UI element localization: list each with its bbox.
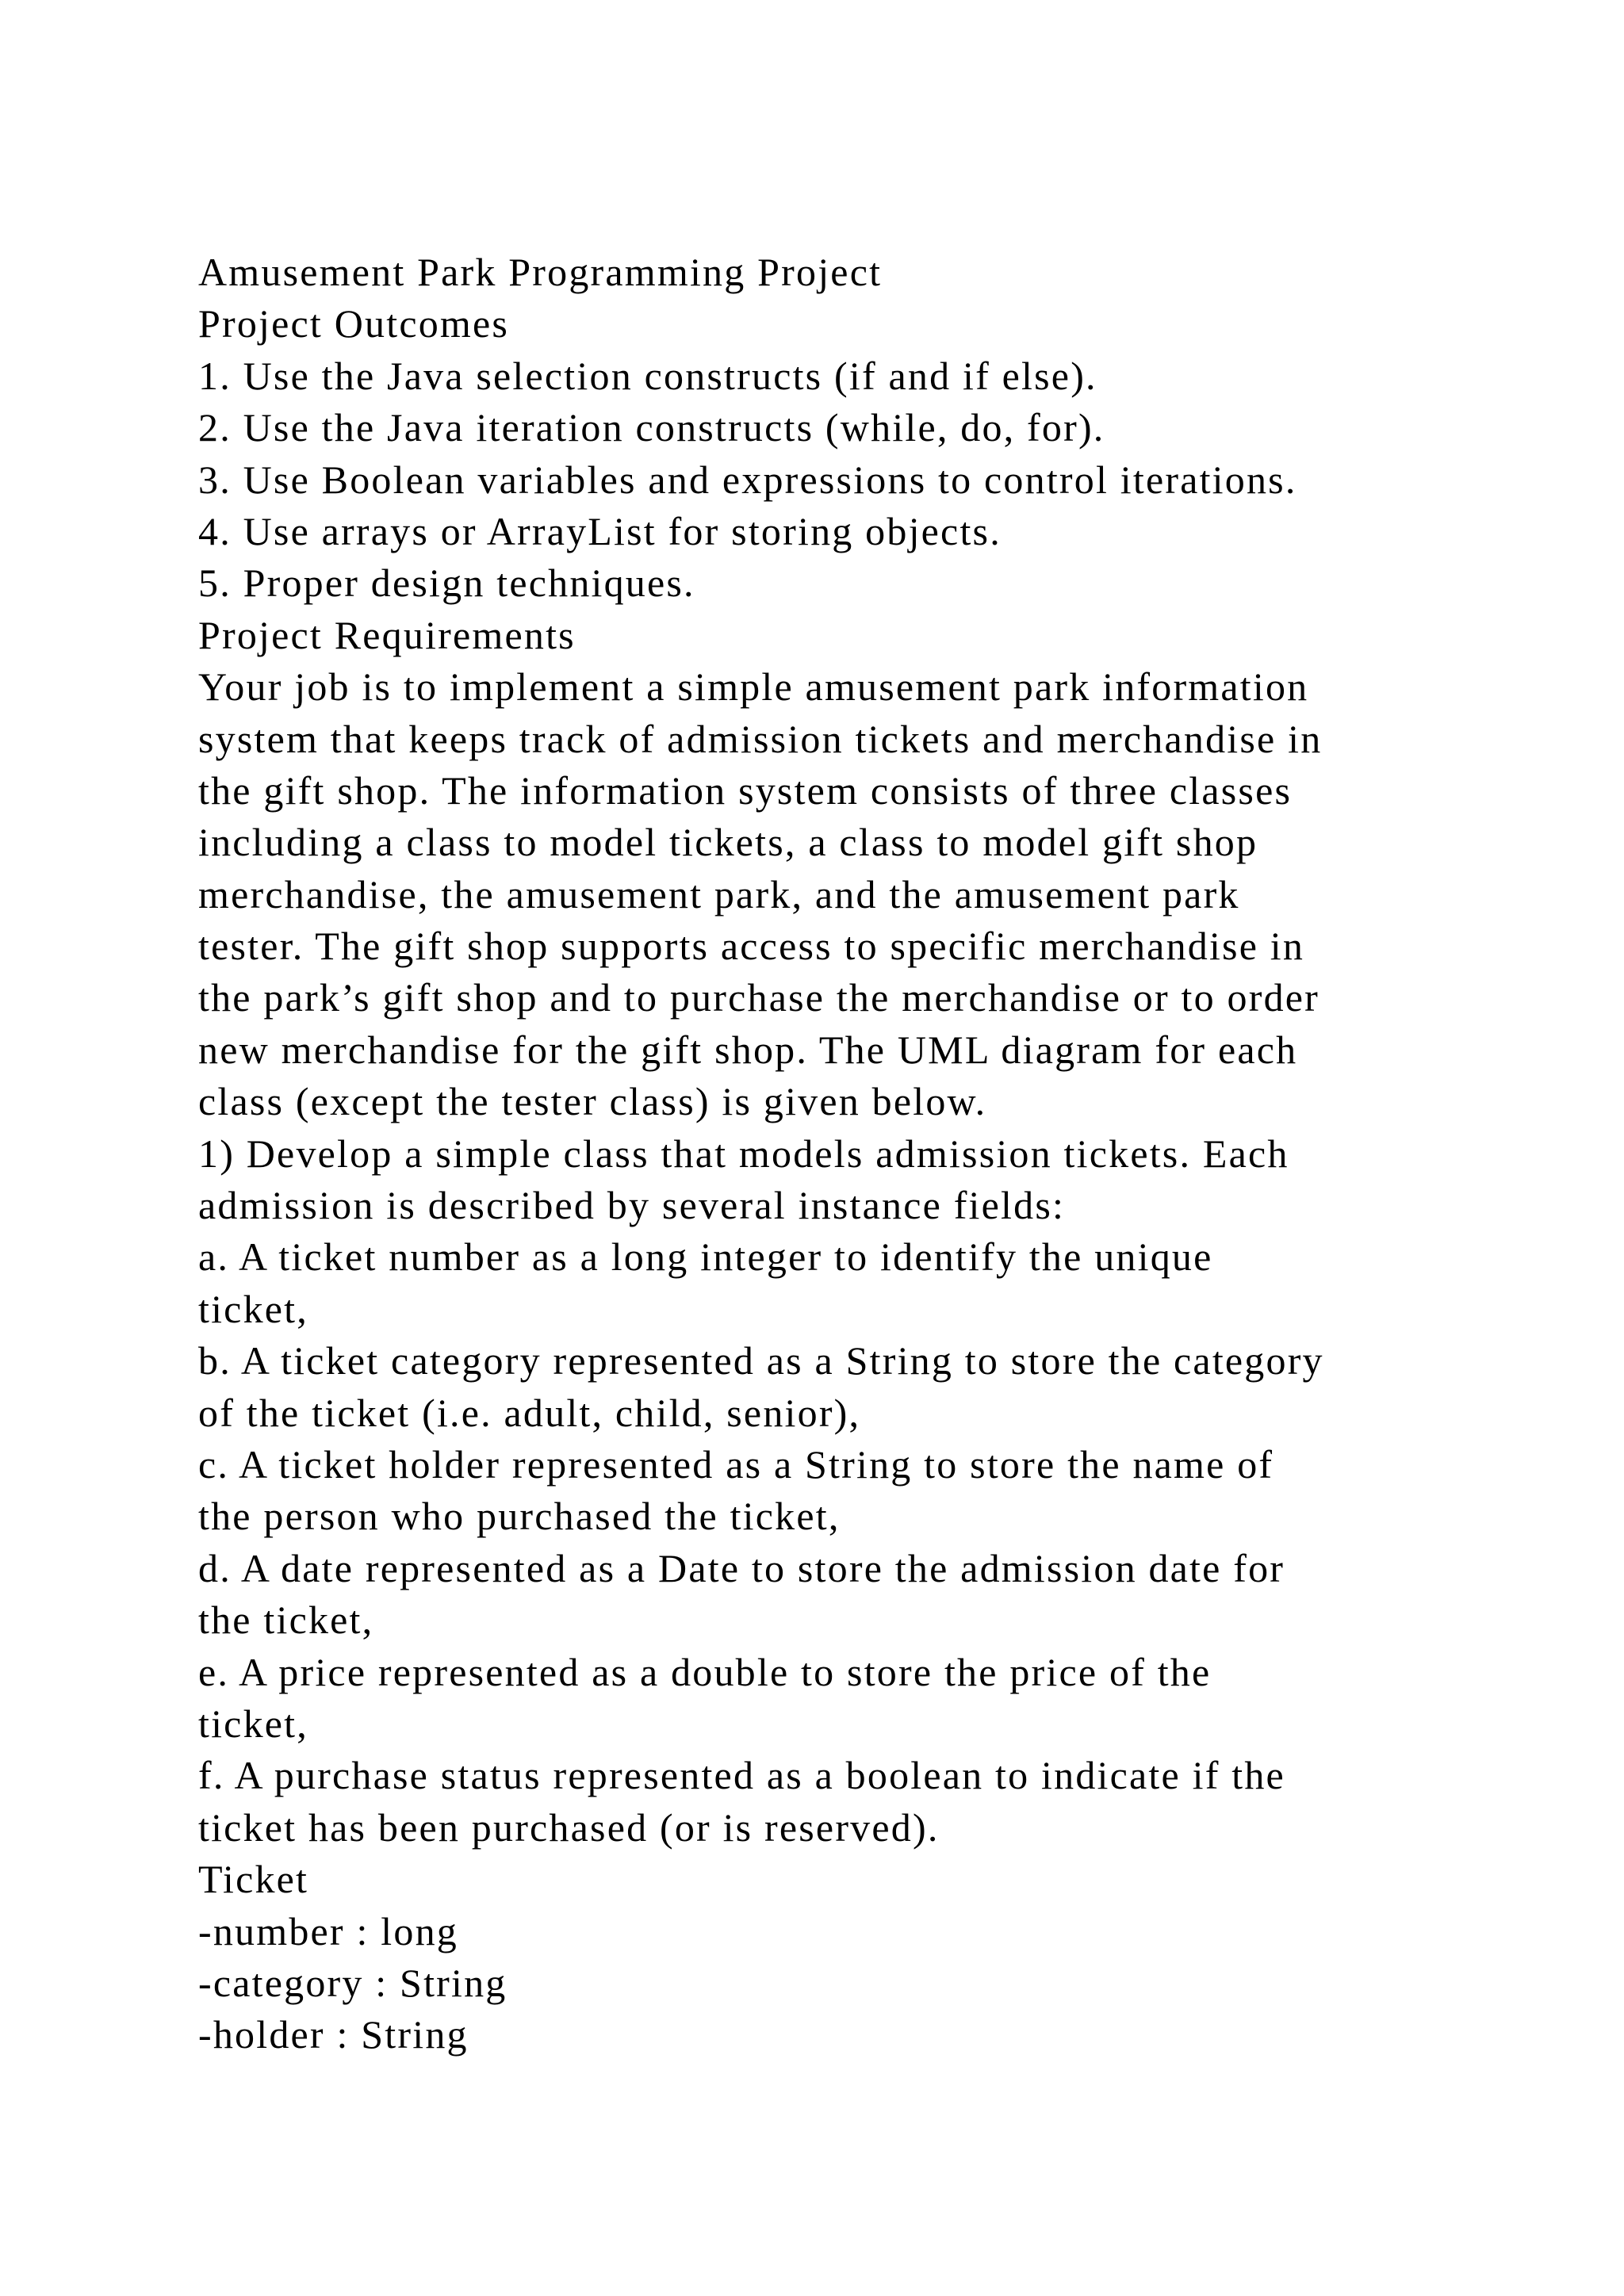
paragraph-line: the gift shop. The information system consists of three classes	[198, 767, 1293, 813]
field-item-a: ticket,	[198, 1286, 308, 1331]
section-heading-outcomes: Project Outcomes	[198, 301, 510, 346]
outcome-item-3: 3. Use Boolean variables and expressions to control iterations.	[198, 457, 1297, 502]
requirement-step-1: 1) Develop a simple class that models admission tickets. Each	[198, 1131, 1289, 1176]
field-item-d: d. A date represented as a Date to store the admission date for	[198, 1545, 1285, 1590]
uml-attribute: -category : String	[198, 1960, 508, 2005]
field-item-f: f. A purchase status represented as a boolean to indicate if the	[198, 1753, 1285, 1798]
paragraph-line: including a class to model tickets, a class to model gift shop	[198, 820, 1258, 865]
field-item-b: b. A ticket category represented as a String to store the category	[198, 1338, 1324, 1383]
paragraph-line: the park’s gift shop and to purchase the merchandise or to order	[198, 975, 1320, 1020]
paragraph-line: tester. The gift shop supports access to specific merchandise in	[198, 924, 1305, 969]
field-item-c: c. A ticket holder represented as a String to store the name of	[198, 1441, 1274, 1487]
document-title: Amusement Park Programming Project	[198, 250, 883, 294]
field-item-c: the person who purchased the ticket,	[198, 1494, 841, 1539]
field-item-a: a. A ticket number as a long integer to identify the unique	[198, 1234, 1213, 1280]
field-item-e: e. A price represented as a double to store the price of the	[198, 1649, 1212, 1694]
outcome-item-4: 4. Use arrays or ArrayList for storing objects.	[198, 508, 1002, 553]
field-item-f: ticket has been purchased (or is reserved).	[198, 1804, 940, 1850]
field-item-b: of the ticket (i.e. adult, child, senior),	[198, 1390, 861, 1435]
paragraph-line: Your job is to implement a simple amusement park information	[198, 664, 1309, 710]
uml-attribute: -holder : String	[198, 2012, 469, 2057]
outcome-item-1: 1. Use the Java selection constructs (if and if else).	[198, 353, 1097, 398]
outcome-item-5: 5. Proper design techniques.	[198, 561, 695, 606]
requirement-step-1: admission is described by several instance fields:	[198, 1183, 1066, 1228]
uml-attribute: -number : long	[198, 1908, 458, 1954]
uml-class-name: Ticket	[198, 1857, 309, 1902]
field-item-d: the ticket,	[198, 1598, 374, 1643]
document-body	[198, 247, 1546, 2061]
field-item-e: ticket,	[198, 1701, 308, 1746]
paragraph-line: merchandise, the amusement park, and the amusement park	[198, 871, 1240, 916]
outcome-item-2: 2. Use the Java iteration constructs (while, do, for).	[198, 405, 1105, 450]
section-heading-requirements: Project Requirements	[198, 612, 576, 657]
paragraph-line: system that keeps track of admission tickets and merchandise in	[198, 716, 1323, 761]
paragraph-line: class (except the tester class) is given below.	[198, 1079, 987, 1124]
paragraph-line: new merchandise for the gift shop. The UML diagram for each	[198, 1027, 1298, 1072]
